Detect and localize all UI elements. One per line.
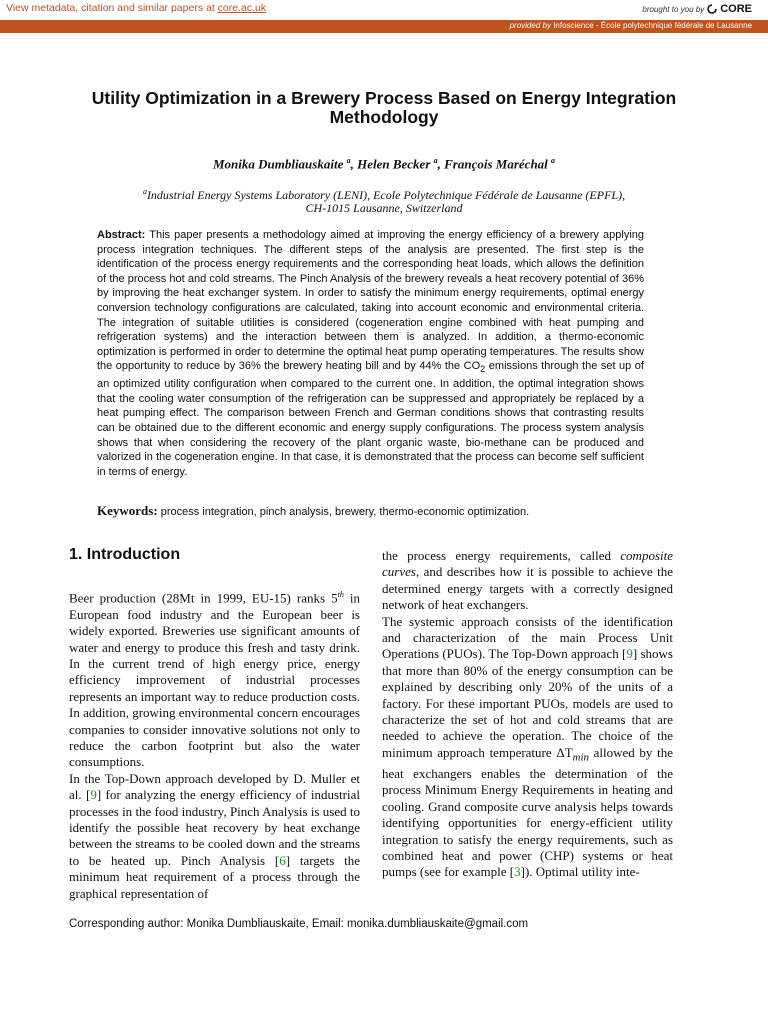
author-list: Monika Dumbliauskaite $^a$, Helen Becker $^a$, François Maréchal $^a$	[212, 156, 556, 172]
abstract-label: Abstract:	[97, 229, 146, 241]
core-provider: provided by Infoscience - École polytechnique fédérale de Lausanne	[509, 21, 752, 30]
core-logo[interactable]: CORE	[720, 3, 752, 15]
author: François Maréchal	[444, 156, 548, 172]
abstract: Abstract: This paper presents a methodology aimed at improving the energy efficiency of a brewery applying process integration techniques. The different steps of the analysis are presented. The first step is the identification of the process energy requirements and the corresponding heat loads, which allows the definition of the process hot and cold streams. The Pinch Analysis of the brewery reveals a heat recovery potential of 36% by improving the heat exchanger system. In order to satisfy the minimum energy requirements, optimal energy conversion technology configurations are calculated, taking into account economic and environmental criteria. The integration of suitable utilities is considered (cogeneration engine combined with heat pumping and refrigeration systems) and the interaction between them is analyzed. In addition, a thermo-economic optimization is performed in order to determine the optimal heat pump operating temperatures. The results show the opportunity to reduce by 36% the brewery heating bill and by 44% the $CO_2$ emissions through the set up of an optimized utility configuration when compared to the current one. In addition, the optimal integration shows that the cooling water consumption of the refrigeration can be suppressed and appropriately be replaced by a heat pumping effect. The comparison between French and German conditions shows that contrasting results can be obtained due to the different economic and energy supply configurations. The process system analysis shows that when considering the recovery of the plant organic waste, bio-methane can be produced and valorized in the cogeneration engine. In that case, it is demonstrated that the process can become self sufficient in terms of energy.	[97, 229, 644, 478]
paragraph: The systemic approach consists of the identification and characterization of the main Process Unit Operations (PUOs). The Top-Down approach [9] shows that more than 80% of the energy consumption can be explained by describing only 20% of the units of a factory. For these important PUOs, models are used to characterize the set of hot and cold streams that are needed to achieve the operation. The choice of the minimum approach temperature $\Delta T_{min}$ allowed by the heat exchangers enables the determination of the process Minimum Energy Requirements in heating and cooling. Grand composite curve analysis helps towards identifying opportunities for energy-efficient utility integration to satisfy the energy requirements, such as combined heat and power (CHP) systems or heat pumps (see for example [3]). Optimal utility inte-	[382, 613, 673, 880]
core-banner	[0, 0, 768, 33]
section-heading: 1. Introduction	[69, 546, 181, 563]
core-brought-by: brought to you by CORE	[642, 3, 752, 15]
citation-link[interactable]: 9	[90, 787, 97, 803]
keywords: Keywords: process integration, pinch analysis, brewery, thermo-economic optimization.	[97, 503, 530, 518]
paragraph: Beer production (28Mt in 1999, EU-15) ranks 5th in European food industry and the European beer is widely exported. Breweries use significant amounts of water and energy to produce this fresh and tasty drink. In the current trend of high energy price, energy efficiency improvement of industrial processes represents an important way to reduce production costs. In addition, growing environmental concern encourages companies to consider innovative solutions not only to reduce the carbon footprint but also the water consumptions.	[69, 590, 360, 770]
paper-title: Utility Optimization in a Brewery Process Based on Energy Integration Methodology	[91, 88, 677, 127]
keywords-label: Keywords:	[97, 503, 158, 518]
affiliation: $^a$Industrial Energy Systems Laboratory (LENI), Ecole Polytechnique Fédérale de Lausanne (EPFL), CH-1015 Lausanne, Switzerland	[142, 187, 626, 215]
citation-link[interactable]: 9	[626, 646, 633, 662]
citation-link[interactable]: 6	[279, 852, 286, 868]
left-column	[69, 587, 360, 902]
paragraph: In the Top-Down approach developed by D. Muller et al. [9] for analyzing the energy efficiency of industrial processes in the food industry, Pinch Analysis is used to identify the possible heat recovery by heat exchange between the streams to be cooled down and the streams to be heated up. Pinch Analysis [6] targets the minimum heat requirement of a process through the graphical representation of	[69, 770, 361, 901]
corresponding-author-footnote: Corresponding author: Monika Dumbliauskaite, Email: monika.dumbliauskaite@gmail.com	[69, 918, 529, 930]
core-banner-top	[0, 0, 768, 21]
core-link[interactable]: core.ac.uk	[217, 2, 267, 14]
author: Monika Dumbliauskaite	[212, 156, 344, 172]
core-logo-icon	[707, 4, 717, 14]
core-metadata-text: View metadata, citation and similar papers at core.ac.uk	[6, 2, 267, 14]
citation-link[interactable]: 3	[514, 864, 521, 880]
author: Helen Becker	[357, 156, 431, 172]
paragraph: the process energy requirements, called composite curves, and describes how it is possible to achieve the determined energy targets with a correctly designed network of heat exchangers.	[382, 548, 673, 613]
right-column	[382, 548, 673, 881]
core-provider-strip	[0, 20, 768, 33]
